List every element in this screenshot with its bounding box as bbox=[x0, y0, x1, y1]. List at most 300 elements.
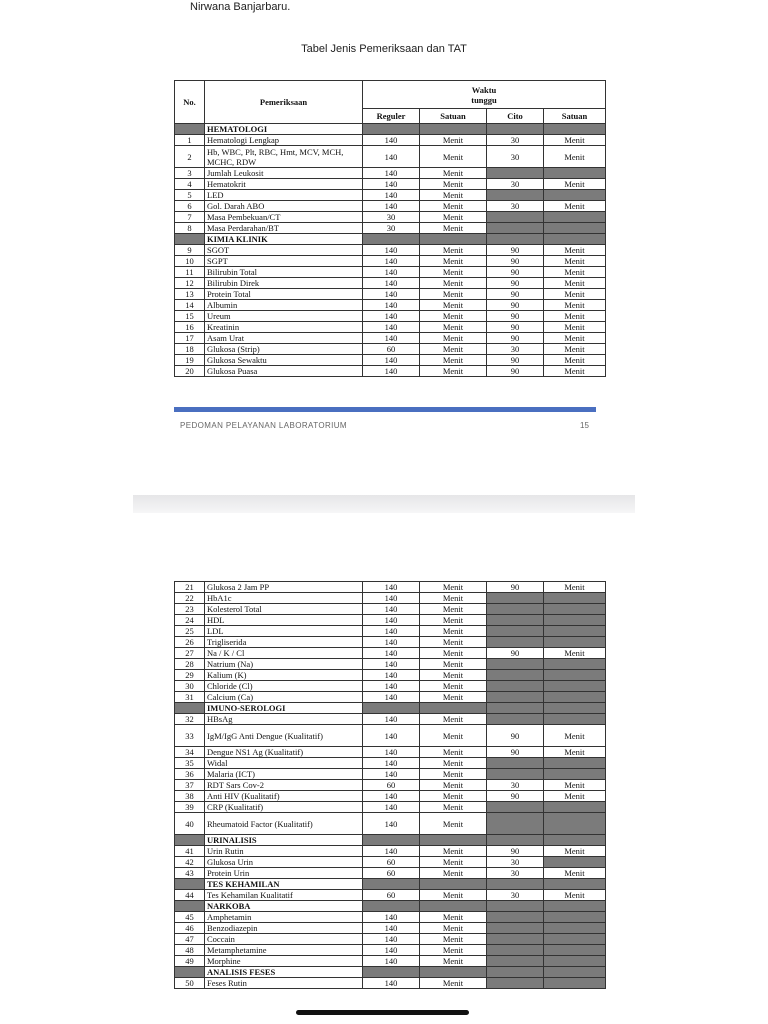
row-number: 23 bbox=[175, 604, 205, 615]
section-title: URINALISIS bbox=[205, 835, 363, 846]
satuan-value: Menit bbox=[420, 714, 487, 725]
satuan-2-value bbox=[544, 659, 606, 670]
row-number: 29 bbox=[175, 670, 205, 681]
exam-name: SGPT bbox=[205, 256, 363, 267]
table-row bbox=[175, 945, 606, 956]
table-row bbox=[175, 322, 606, 333]
exam-name: CRP (Kualitatif) bbox=[205, 802, 363, 813]
cito-value: 90 bbox=[487, 322, 544, 333]
exam-name: Hematologi Lengkap bbox=[205, 135, 363, 146]
reguler-value: 30 bbox=[363, 212, 420, 223]
section-satuan-2-cell bbox=[544, 879, 606, 890]
cito-value: 90 bbox=[487, 355, 544, 366]
satuan-2-value bbox=[544, 190, 606, 201]
table-row bbox=[175, 311, 606, 322]
satuan-value: Menit bbox=[420, 615, 487, 626]
reguler-value: 140 bbox=[363, 190, 420, 201]
row-number: 9 bbox=[175, 245, 205, 256]
satuan-2-value bbox=[544, 670, 606, 681]
tat-table-page-2 bbox=[174, 581, 606, 989]
reguler-value: 140 bbox=[363, 802, 420, 813]
satuan-value: Menit bbox=[420, 245, 487, 256]
satuan-2-value bbox=[544, 934, 606, 945]
row-number: 28 bbox=[175, 659, 205, 670]
reguler-value: 140 bbox=[363, 758, 420, 769]
exam-name: Chloride (Cl) bbox=[205, 681, 363, 692]
cito-value: 90 bbox=[487, 245, 544, 256]
row-number: 1 bbox=[175, 135, 205, 146]
reguler-value: 140 bbox=[363, 333, 420, 344]
cito-value bbox=[487, 714, 544, 725]
row-number: 10 bbox=[175, 256, 205, 267]
satuan-value: Menit bbox=[420, 626, 487, 637]
exam-name: Bilirubin Direk bbox=[205, 278, 363, 289]
cito-value: 90 bbox=[487, 846, 544, 857]
satuan-2-value bbox=[544, 212, 606, 223]
reguler-value: 60 bbox=[363, 780, 420, 791]
cito-value bbox=[487, 626, 544, 637]
exam-name: Widal bbox=[205, 758, 363, 769]
row-number: 41 bbox=[175, 846, 205, 857]
satuan-2-value: Menit bbox=[544, 322, 606, 333]
row-number: 27 bbox=[175, 648, 205, 659]
table-row bbox=[175, 223, 606, 234]
table-row bbox=[175, 857, 606, 868]
reguler-value: 60 bbox=[363, 857, 420, 868]
satuan-value: Menit bbox=[420, 355, 487, 366]
footer-title: PEDOMAN PELAYANAN LABORATORIUM bbox=[180, 421, 347, 430]
section-satuan-cell bbox=[420, 879, 487, 890]
satuan-2-value bbox=[544, 978, 606, 989]
row-number: 11 bbox=[175, 267, 205, 278]
exam-name: SGOT bbox=[205, 245, 363, 256]
row-number: 12 bbox=[175, 278, 205, 289]
cito-value bbox=[487, 802, 544, 813]
satuan-2-value: Menit bbox=[544, 245, 606, 256]
footer-blue-rule bbox=[174, 407, 596, 412]
satuan-2-value: Menit bbox=[544, 725, 606, 747]
cito-value: 90 bbox=[487, 333, 544, 344]
cito-value bbox=[487, 813, 544, 835]
section-row bbox=[175, 703, 606, 714]
satuan-value: Menit bbox=[420, 179, 487, 190]
satuan-2-value bbox=[544, 681, 606, 692]
table-row bbox=[175, 868, 606, 879]
exam-name: Amphetamin bbox=[205, 912, 363, 923]
section-satuan-cell bbox=[420, 124, 487, 135]
cito-value bbox=[487, 659, 544, 670]
satuan-value: Menit bbox=[420, 366, 487, 377]
satuan-value: Menit bbox=[420, 956, 487, 967]
section-satuan-2-cell bbox=[544, 835, 606, 846]
table-row bbox=[175, 582, 606, 593]
exam-name: Calcium (Ca) bbox=[205, 692, 363, 703]
satuan-value: Menit bbox=[420, 923, 487, 934]
row-number: 22 bbox=[175, 593, 205, 604]
reguler-value: 140 bbox=[363, 355, 420, 366]
header-no: No. bbox=[175, 81, 205, 124]
section-satuan-2-cell bbox=[544, 234, 606, 245]
satuan-2-value bbox=[544, 758, 606, 769]
satuan-value: Menit bbox=[420, 212, 487, 223]
satuan-value: Menit bbox=[420, 146, 487, 168]
satuan-2-value: Menit bbox=[544, 747, 606, 758]
intro-text: Nirwana Banjarbaru. bbox=[190, 1, 291, 13]
cito-value bbox=[487, 190, 544, 201]
row-number: 49 bbox=[175, 956, 205, 967]
reguler-value: 140 bbox=[363, 648, 420, 659]
section-cito-cell bbox=[487, 703, 544, 714]
table-row bbox=[175, 956, 606, 967]
reguler-value: 140 bbox=[363, 714, 420, 725]
reguler-value: 60 bbox=[363, 890, 420, 901]
cito-value bbox=[487, 670, 544, 681]
section-row bbox=[175, 124, 606, 135]
section-reguler-cell bbox=[363, 703, 420, 714]
header-reguler: Reguler bbox=[363, 109, 420, 124]
table-title: Tabel Jenis Pemeriksaan dan TAT bbox=[301, 43, 467, 55]
satuan-value: Menit bbox=[420, 648, 487, 659]
exam-name: IgM/IgG Anti Dengue (Kualitatif) bbox=[205, 725, 363, 747]
satuan-value: Menit bbox=[420, 769, 487, 780]
exam-name: Benzodiazepin bbox=[205, 923, 363, 934]
satuan-value: Menit bbox=[420, 692, 487, 703]
exam-name: HbA1c bbox=[205, 593, 363, 604]
row-number: 14 bbox=[175, 300, 205, 311]
table-row bbox=[175, 659, 606, 670]
reguler-value: 140 bbox=[363, 311, 420, 322]
reguler-value: 140 bbox=[363, 945, 420, 956]
satuan-2-value: Menit bbox=[544, 179, 606, 190]
row-number: 48 bbox=[175, 945, 205, 956]
section-row bbox=[175, 234, 606, 245]
satuan-value: Menit bbox=[420, 190, 487, 201]
header-cito: Cito bbox=[487, 109, 544, 124]
header-satuan: Satuan bbox=[420, 109, 487, 124]
reguler-value: 140 bbox=[363, 956, 420, 967]
cito-value bbox=[487, 923, 544, 934]
satuan-value: Menit bbox=[420, 857, 487, 868]
reguler-value: 140 bbox=[363, 692, 420, 703]
satuan-2-value bbox=[544, 223, 606, 234]
cito-value bbox=[487, 692, 544, 703]
satuan-2-value: Menit bbox=[544, 256, 606, 267]
satuan-value: Menit bbox=[420, 582, 487, 593]
section-title: NARKOBA bbox=[205, 901, 363, 912]
cito-value bbox=[487, 212, 544, 223]
home-indicator[interactable] bbox=[296, 1010, 469, 1015]
table-row bbox=[175, 344, 606, 355]
satuan-2-value bbox=[544, 637, 606, 648]
satuan-value: Menit bbox=[420, 868, 487, 879]
section-no-cell bbox=[175, 703, 205, 714]
table-row bbox=[175, 300, 606, 311]
cito-value: 90 bbox=[487, 366, 544, 377]
row-number: 18 bbox=[175, 344, 205, 355]
section-title: HEMATOLOGI bbox=[205, 124, 363, 135]
satuan-2-value bbox=[544, 912, 606, 923]
satuan-value: Menit bbox=[420, 670, 487, 681]
cito-value: 30 bbox=[487, 868, 544, 879]
header-satuan-2: Satuan bbox=[544, 109, 606, 124]
row-number: 43 bbox=[175, 868, 205, 879]
section-cito-cell bbox=[487, 901, 544, 912]
reguler-value: 140 bbox=[363, 978, 420, 989]
cito-value: 30 bbox=[487, 344, 544, 355]
satuan-2-value bbox=[544, 626, 606, 637]
section-row bbox=[175, 967, 606, 978]
cito-value bbox=[487, 934, 544, 945]
reguler-value: 140 bbox=[363, 582, 420, 593]
row-number: 17 bbox=[175, 333, 205, 344]
table-row bbox=[175, 201, 606, 212]
cito-value: 90 bbox=[487, 278, 544, 289]
table-row bbox=[175, 245, 606, 256]
satuan-2-value bbox=[544, 714, 606, 725]
table-row bbox=[175, 714, 606, 725]
section-no-cell bbox=[175, 124, 205, 135]
section-reguler-cell bbox=[363, 234, 420, 245]
reguler-value: 140 bbox=[363, 322, 420, 333]
section-satuan-2-cell bbox=[544, 967, 606, 978]
exam-name: Glukosa Urin bbox=[205, 857, 363, 868]
table-row bbox=[175, 769, 606, 780]
section-row bbox=[175, 879, 606, 890]
satuan-value: Menit bbox=[420, 725, 487, 747]
satuan-value: Menit bbox=[420, 747, 487, 758]
tat-table-body-page-1 bbox=[175, 124, 606, 377]
satuan-value: Menit bbox=[420, 278, 487, 289]
reguler-value: 60 bbox=[363, 868, 420, 879]
table-row bbox=[175, 648, 606, 659]
section-satuan-cell bbox=[420, 234, 487, 245]
table-row bbox=[175, 168, 606, 179]
cito-value bbox=[487, 945, 544, 956]
cito-value bbox=[487, 223, 544, 234]
exam-name: Metamphetamine bbox=[205, 945, 363, 956]
reguler-value: 140 bbox=[363, 747, 420, 758]
table-row bbox=[175, 890, 606, 901]
row-number: 30 bbox=[175, 681, 205, 692]
row-number: 5 bbox=[175, 190, 205, 201]
satuan-value: Menit bbox=[420, 659, 487, 670]
satuan-value: Menit bbox=[420, 333, 487, 344]
exam-name: Natrium (Na) bbox=[205, 659, 363, 670]
reguler-value: 140 bbox=[363, 615, 420, 626]
table-row bbox=[175, 278, 606, 289]
satuan-2-value bbox=[544, 692, 606, 703]
satuan-2-value bbox=[544, 593, 606, 604]
section-no-cell bbox=[175, 835, 205, 846]
satuan-2-value bbox=[544, 168, 606, 179]
cito-value: 30 bbox=[487, 179, 544, 190]
satuan-2-value: Menit bbox=[544, 582, 606, 593]
table-row bbox=[175, 146, 606, 168]
exam-name: Glukosa 2 Jam PP bbox=[205, 582, 363, 593]
reguler-value: 140 bbox=[363, 300, 420, 311]
table-row bbox=[175, 626, 606, 637]
reguler-value: 140 bbox=[363, 146, 420, 168]
exam-name: LED bbox=[205, 190, 363, 201]
satuan-2-value: Menit bbox=[544, 890, 606, 901]
satuan-2-value bbox=[544, 769, 606, 780]
reguler-value: 60 bbox=[363, 344, 420, 355]
satuan-value: Menit bbox=[420, 267, 487, 278]
exam-name: Glukosa (Strip) bbox=[205, 344, 363, 355]
satuan-value: Menit bbox=[420, 813, 487, 835]
row-number: 31 bbox=[175, 692, 205, 703]
row-number: 37 bbox=[175, 780, 205, 791]
cito-value bbox=[487, 681, 544, 692]
satuan-2-value: Menit bbox=[544, 791, 606, 802]
cito-value bbox=[487, 604, 544, 615]
satuan-2-value: Menit bbox=[544, 648, 606, 659]
table-row bbox=[175, 637, 606, 648]
reguler-value: 140 bbox=[363, 725, 420, 747]
reguler-value: 140 bbox=[363, 366, 420, 377]
tat-table-page-1 bbox=[174, 80, 606, 377]
exam-name: Jumlah Leukosit bbox=[205, 168, 363, 179]
reguler-value: 140 bbox=[363, 659, 420, 670]
row-number: 42 bbox=[175, 857, 205, 868]
satuan-2-value: Menit bbox=[544, 846, 606, 857]
satuan-value: Menit bbox=[420, 289, 487, 300]
table-row bbox=[175, 333, 606, 344]
table-row bbox=[175, 212, 606, 223]
section-title: KIMIA KLINIK bbox=[205, 234, 363, 245]
section-no-cell bbox=[175, 967, 205, 978]
exam-name: Kalium (K) bbox=[205, 670, 363, 681]
section-reguler-cell bbox=[363, 879, 420, 890]
satuan-2-value: Menit bbox=[544, 311, 606, 322]
exam-name: Rheumatoid Factor (Kualitatif) bbox=[205, 813, 363, 835]
section-row bbox=[175, 901, 606, 912]
satuan-value: Menit bbox=[420, 791, 487, 802]
row-number: 33 bbox=[175, 725, 205, 747]
exam-name: Anti HIV (Kualitatif) bbox=[205, 791, 363, 802]
reguler-value: 140 bbox=[363, 289, 420, 300]
table-row bbox=[175, 289, 606, 300]
table-row bbox=[175, 681, 606, 692]
row-number: 44 bbox=[175, 890, 205, 901]
satuan-2-value: Menit bbox=[544, 366, 606, 377]
satuan-2-value: Menit bbox=[544, 135, 606, 146]
header-waktu-tunggu bbox=[363, 81, 606, 109]
reguler-value: 140 bbox=[363, 637, 420, 648]
reguler-value: 140 bbox=[363, 769, 420, 780]
exam-name: Gol. Darah ABO bbox=[205, 201, 363, 212]
row-number: 35 bbox=[175, 758, 205, 769]
reguler-value: 140 bbox=[363, 681, 420, 692]
section-satuan-2-cell bbox=[544, 703, 606, 714]
satuan-value: Menit bbox=[420, 758, 487, 769]
cito-value: 90 bbox=[487, 267, 544, 278]
cito-value bbox=[487, 593, 544, 604]
satuan-2-value bbox=[544, 956, 606, 967]
section-no-cell bbox=[175, 234, 205, 245]
exam-name: Masa Perdarahan/BT bbox=[205, 223, 363, 234]
satuan-value: Menit bbox=[420, 890, 487, 901]
section-reguler-cell bbox=[363, 901, 420, 912]
section-reguler-cell bbox=[363, 967, 420, 978]
exam-name: Hematokrit bbox=[205, 179, 363, 190]
cito-value bbox=[487, 956, 544, 967]
cito-value: 30 bbox=[487, 890, 544, 901]
row-number: 8 bbox=[175, 223, 205, 234]
exam-name: Albumin bbox=[205, 300, 363, 311]
row-number: 26 bbox=[175, 637, 205, 648]
row-number: 47 bbox=[175, 934, 205, 945]
reguler-value: 140 bbox=[363, 245, 420, 256]
satuan-2-value bbox=[544, 857, 606, 868]
row-number: 7 bbox=[175, 212, 205, 223]
exam-name: Malaria (ICT) bbox=[205, 769, 363, 780]
cito-value: 90 bbox=[487, 791, 544, 802]
reguler-value: 140 bbox=[363, 179, 420, 190]
cito-value: 90 bbox=[487, 311, 544, 322]
row-number: 40 bbox=[175, 813, 205, 835]
satuan-value: Menit bbox=[420, 978, 487, 989]
section-title: IMUNO-SEROLOGI bbox=[205, 703, 363, 714]
section-title: TES KEHAMILAN bbox=[205, 879, 363, 890]
satuan-2-value bbox=[544, 923, 606, 934]
satuan-2-value: Menit bbox=[544, 146, 606, 168]
exam-name: Glukosa Puasa bbox=[205, 366, 363, 377]
satuan-value: Menit bbox=[420, 311, 487, 322]
cito-value bbox=[487, 758, 544, 769]
reguler-value: 140 bbox=[363, 604, 420, 615]
row-number: 16 bbox=[175, 322, 205, 333]
satuan-value: Menit bbox=[420, 934, 487, 945]
table-row bbox=[175, 791, 606, 802]
table-row bbox=[175, 747, 606, 758]
exam-name: Morphine bbox=[205, 956, 363, 967]
reguler-value: 140 bbox=[363, 670, 420, 681]
row-number: 36 bbox=[175, 769, 205, 780]
table-row bbox=[175, 802, 606, 813]
row-number: 24 bbox=[175, 615, 205, 626]
table-row bbox=[175, 725, 606, 747]
table-row bbox=[175, 912, 606, 923]
reguler-value: 140 bbox=[363, 912, 420, 923]
table-row bbox=[175, 934, 606, 945]
row-number: 38 bbox=[175, 791, 205, 802]
exam-name: Feses Rutin bbox=[205, 978, 363, 989]
table-row bbox=[175, 978, 606, 989]
table-row bbox=[175, 813, 606, 835]
satuan-value: Menit bbox=[420, 945, 487, 956]
exam-name: Bilirubin Total bbox=[205, 267, 363, 278]
tat-table-body-page-2 bbox=[175, 582, 606, 989]
section-cito-cell bbox=[487, 124, 544, 135]
section-reguler-cell bbox=[363, 124, 420, 135]
section-cito-cell bbox=[487, 835, 544, 846]
reguler-value: 140 bbox=[363, 201, 420, 212]
satuan-value: Menit bbox=[420, 223, 487, 234]
row-number: 50 bbox=[175, 978, 205, 989]
exam-name: Coccain bbox=[205, 934, 363, 945]
satuan-2-value: Menit bbox=[544, 780, 606, 791]
row-number: 15 bbox=[175, 311, 205, 322]
table-row bbox=[175, 615, 606, 626]
satuan-value: Menit bbox=[420, 344, 487, 355]
exam-name: Asam Urat bbox=[205, 333, 363, 344]
table-row bbox=[175, 256, 606, 267]
satuan-value: Menit bbox=[420, 168, 487, 179]
table-row bbox=[175, 604, 606, 615]
row-number: 25 bbox=[175, 626, 205, 637]
row-number: 6 bbox=[175, 201, 205, 212]
